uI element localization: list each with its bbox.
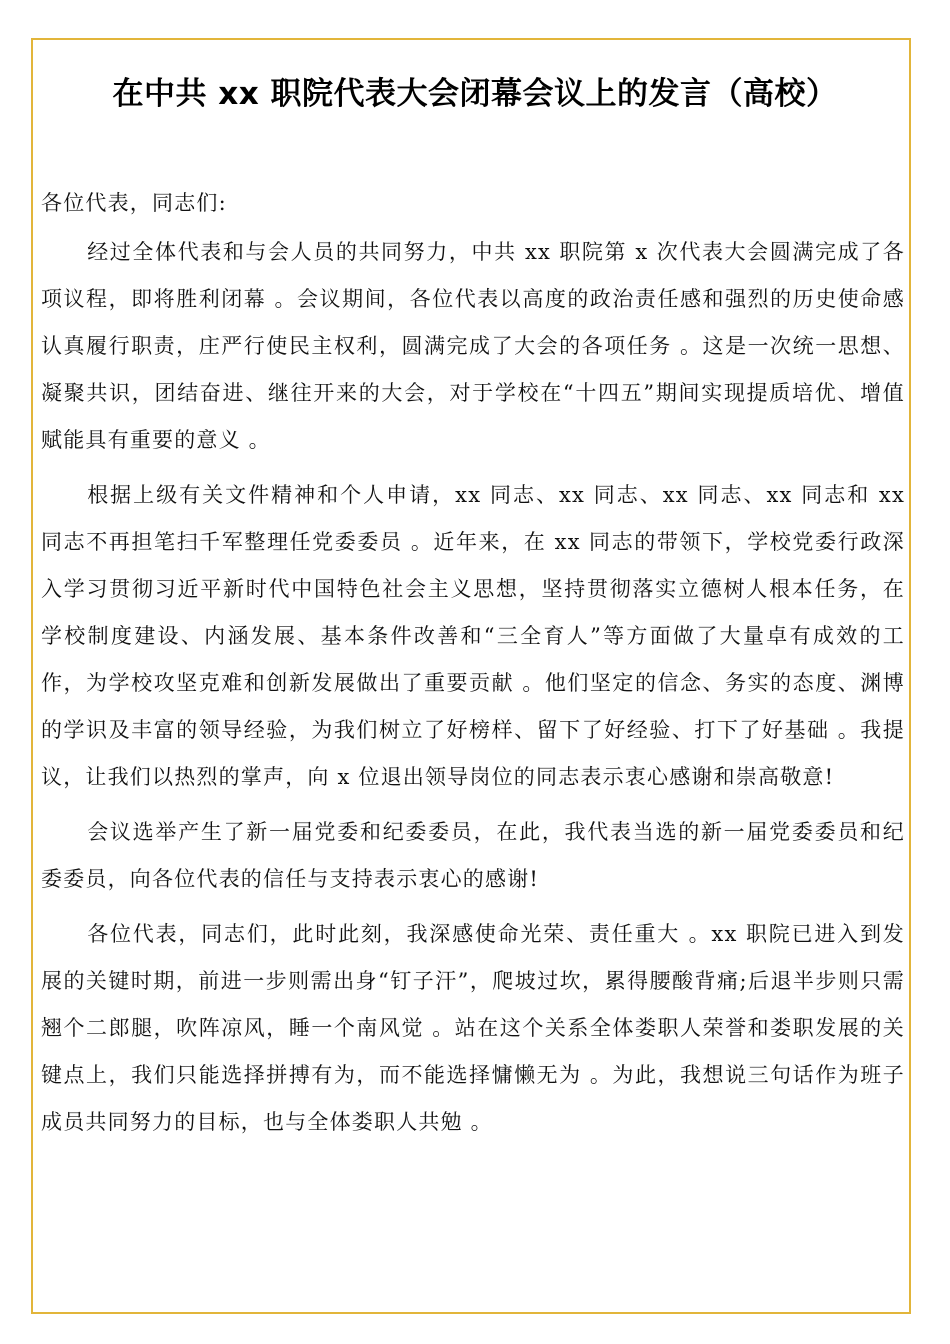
salutation: 各位代表，同志们: [41,191,227,215]
paragraph-1: 经过全体代表和与会人员的共同努力，中共 xx 职院第 x 次代表大会圆满完成了各项议程，即将胜利闭幕 。会议期间，各位代表以高度的政治责任感和强烈的历史使命感认真履行职责，庄严行使民主权利，圆满完成了大会的各项任务 。这是一次统一思想、凝聚共识，团结奋进、继往开来的大会，对于学校在“十四五”期间实现提质培优、增值赋能具有重要的意义 。 [41,240,905,452]
paragraph-3: 会议选举产生了新一届党委和纪委委员，在此，我代表当选的新一届党委委员和纪委委员，向各位代表的信任与支持表示衷心的感谢! [41,820,905,891]
document-body [41,180,905,1154]
paragraph-4: 各位代表，同志们，此时此刻，我深感使命光荣、责任重大 。xx 职院已进入到发展的关键时期，前进一步则需出身“钉子汗”，爬坡过坎，累得腰酸背痛;后退半步则只需翘个二郎腿，吹阵凉风，睡一个南风觉 。站在这个关系全体娄职人荣誉和娄职发展的关键点上，我们只能选择拼搏有为，而不能选择慵懒无为 。为此，我想说三句话作为班子成员共同努力的目标，也与全体娄职人共勉 。 [41,922,905,1134]
paragraph-2: 根据上级有关文件精神和个人申请，xx 同志、xx 同志、xx 同志、xx 同志和 xx 同志不再担笔扫千军整理任党委委员 。近年来，在 xx 同志的带领下，学校党委行政深入学习贯彻习近平新时代中国特色社会主义思想，坚持贯彻落实立德树人根本任务，在学校制度建设、内涵发展、基本条件改善和“三全育人”等方面做了大量卓有成效的工作，为学校攻坚克难和创新发展做出了重要贡献 。他们坚定的信念、务实的态度、渊博的学识及丰富的领导经验，为我们树立了好榜样、留下了好经验、打下了好基础 。我提议，让我们以热烈的掌声，向 x 位退出领导岗位的同志表示衷心感谢和崇高敬意! [41,483,905,789]
document-title: 在中共 xx 职院代表大会闭幕会议上的发言（高校） [112,76,838,112]
